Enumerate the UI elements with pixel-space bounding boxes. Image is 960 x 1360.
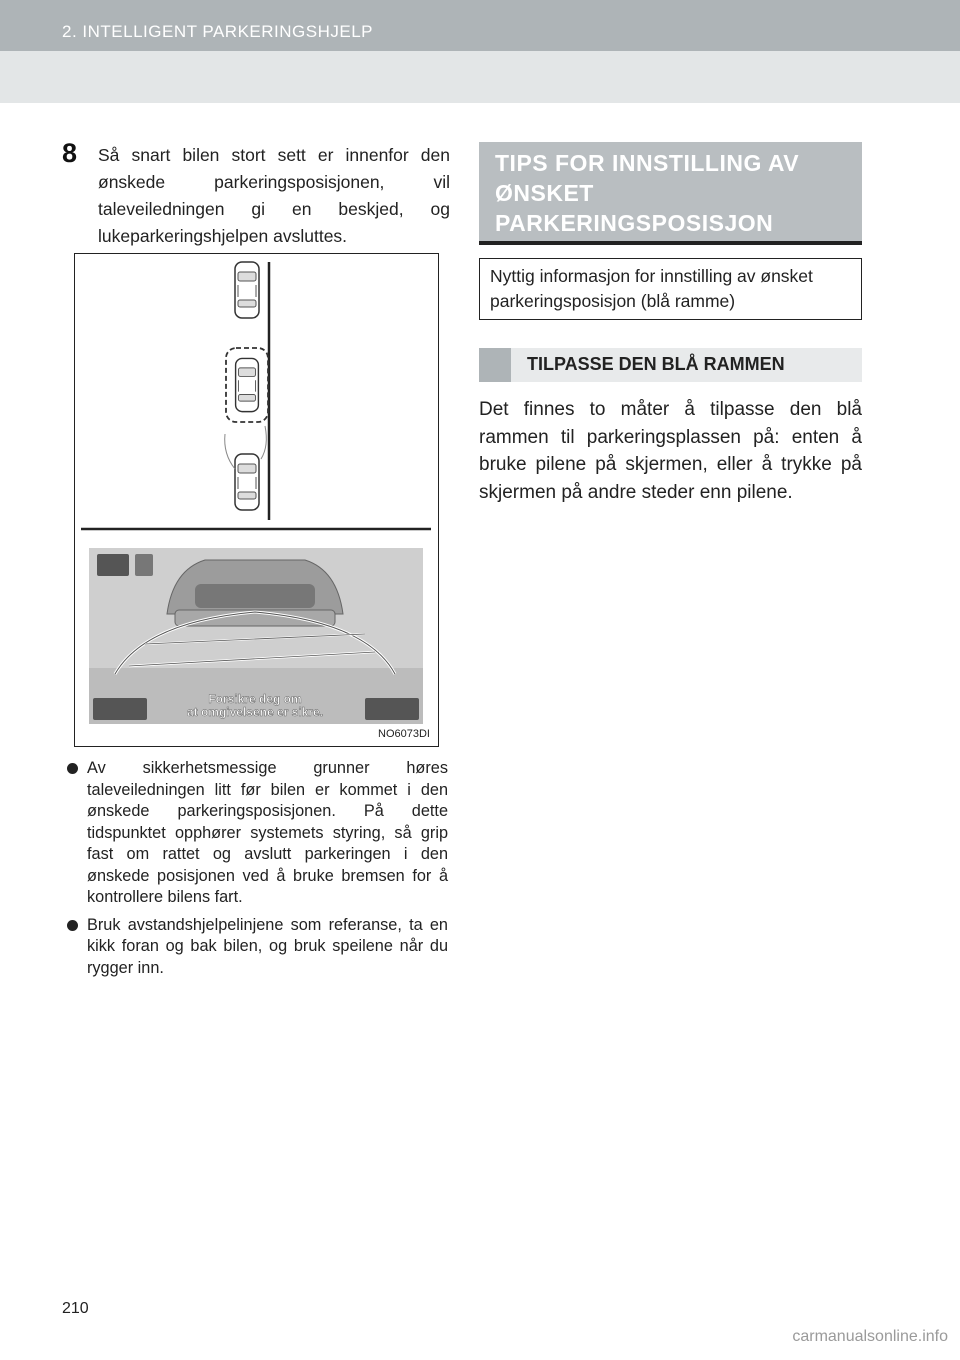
page-number: 210 xyxy=(62,1300,89,1317)
list-item xyxy=(66,915,448,980)
subheading-title: TILPASSE DEN BLÅ RAMMEN xyxy=(527,354,785,374)
info-text: Nyttig informasjon for innstilling av ønsket parkeringsposisjon (blå ramme) xyxy=(490,266,813,311)
body-paragraph: Det finnes to måter å tilpasse den blå rammen til parkeringsplassen på: enten å bruke pilene på skjermen, eller å trykke på skjermen på andre steder enn pilene. xyxy=(479,399,862,503)
tips-title: TIPS FOR INNSTILLING AV ØNSKET PARKERINGSPOSISJON xyxy=(495,150,800,236)
watermark: carmanualsonline.info xyxy=(792,1328,948,1345)
bullet-list xyxy=(66,758,448,985)
step-text: Så snart bilen stort sett er innenfor den ønskede parkeringsposisjonen, vil taleveiledningen gi en beskjed, og lukeparkeringshjelpen avsluttes. xyxy=(98,145,450,246)
parking-figure xyxy=(74,253,439,747)
step-number: 8 xyxy=(62,138,78,168)
step-8 xyxy=(62,138,450,250)
list-item xyxy=(66,758,448,909)
info-box xyxy=(479,258,862,320)
bullet-text: Bruk avstandshjelpelinjene som referanse, ta en kikk foran og bak bilen, og bruk speilene når du rygger inn. xyxy=(87,915,448,977)
parking-illustration xyxy=(75,254,437,745)
subheading-marker xyxy=(479,348,511,382)
tips-heading-box xyxy=(479,142,862,245)
chapter-title: 2. INTELLIGENT PARKERINGSHJELP xyxy=(62,22,374,41)
bullet-text: Av sikkerhetsmessige grunner høres taleveiledningen litt før bilen er kommet i den ønskede parkeringsposisjonen. På dette tidspunktet opphører systemets styring, så grip fast om rattet og avslutt parkeringen i den ønskede posisjonen ved å bruke bremsen for å kontrollere bilens fart. xyxy=(87,759,448,906)
bullet-icon xyxy=(67,920,78,931)
bullet-icon xyxy=(67,763,78,774)
screen-message-line1: Forsikre deg om xyxy=(208,692,302,706)
screen-message-line2: at omgivelsene er sikre. xyxy=(186,705,324,719)
figure-id: NO6073DI xyxy=(378,728,430,740)
subheading-box xyxy=(479,348,862,382)
header-bar xyxy=(0,0,960,51)
